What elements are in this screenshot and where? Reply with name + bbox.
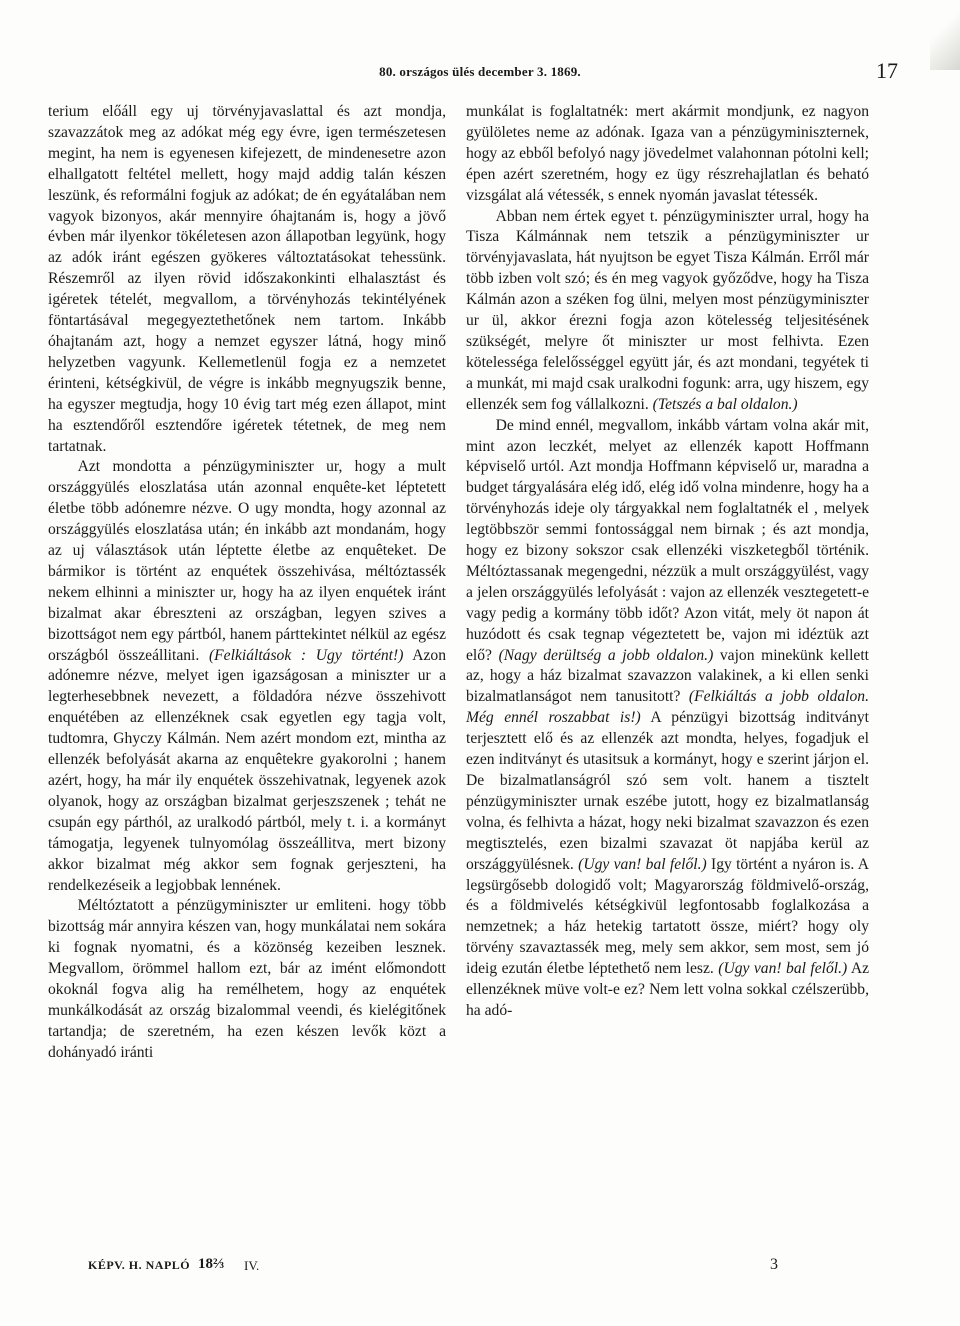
- paragraph-text: vajon minekünk kellett az, hogy a ház bizalmat szavazzon valakinek, a ki ellen senki bizalmatlanságot nem tanusitott?: [466, 646, 869, 706]
- paragraph-text: Az ellenzéknek müve volt-e ez? Nem lett volna sokkal czélszerübb, ha adó-: [466, 960, 870, 1019]
- signature-part: IV.: [244, 1258, 260, 1273]
- signature-number: 18⅔: [198, 1256, 225, 1272]
- page-footer: [0, 1256, 960, 1278]
- paragraph-text: Azt mondotta a pénzügyminiszter ur, hogy a mult országgyülés eloszlatása után azonnal enquête-ket léptetett életbe több adónemre nézve. O ugy mondta, hogy azonnal az országgyülés eloszlatása után; én inkább azt mondanám, hogy az uj választások után léptette életbe az enquêteket. De bármikor is történt az enquétek összehivása, méltóztassék nekem elhinni a miniszter ur, hogy ha az ilyen enquétek iránt bizalmat akar ébreszteni az országban, legyen szives a bizottságot nem egy pártból, hanem párttekintet nélkül az egész országból összeállitani.: [48, 458, 446, 664]
- interjection: (Ugy van! bal felől.): [578, 855, 707, 873]
- paragraph-text: Igy történt a nyáron is. A legsürgősebb dologidő volt; Magyarország földmivelő-ország, és a földmivelés kétségkivül legfontosabb foglalkozása a nemzetnek; a ház hetekig tartatott össze, miért? hogy oly törvény szavaztassék meg, mely sem akkor, sem most, sem jó ideig ezután életbe léptethető nem lesz.: [466, 855, 869, 978]
- paragraph: [466, 207, 869, 416]
- interjection: (Nagy derültség a jobb oldalon.): [498, 646, 714, 664]
- left-column: [48, 102, 446, 1064]
- paragraph-text: Azon adónemre nézve, melyet igen igazságosan a miniszter ur a legterhesebbnek nevezett, a földadóra nézve összehivott enquétében az ellenzéknek csak egyetlen egy tagja volt, tudtomra, Ghyczy Kálmán. Nem azért mondom ezt, mintha az ellenzék befolyását akarna az enquêtekre gyakorolni ; hanem azért, hogy, ha már ily enquétek összehivatnak, legyenek azok olyanok, hogy az országban bizalmat gerjeszszenek ; tehát ne csupán egy párthól, az uralkodó pártból, mely t. i. a kormányt támogatja, legyenek tulnyomólag összeállitva, mert bizony akkor bizalmat még akkor sem fognak gerjeszteni, ha rendelkezéseik a legjobbak lennének.: [48, 646, 447, 894]
- paragraph: Méltóztatott a pénzügyminiszter ur emliteni. hogy több bizottság már annyira készen van, hogy munkálatai nem sokára ki fognak nyomatni, és a közönség kezeiben lesznek. Megvallom, örömmel hallom ezt, bár az imént előmondott okoknál fogva alig ha remélhetem, hogy az enquétek munkálkodását az ország bizalommal veendi, és kielégitőnek tartandja; de szeretném, ha ezen készen levők közt a dohányadó iránti: [48, 897, 446, 1061]
- interjection: (Tetszés a bal oldalon.): [652, 395, 798, 413]
- interjection: (Felkiáltás a jobb oldalon. Még ennél roszabbat is!): [466, 688, 869, 727]
- paragraph: [466, 416, 869, 1022]
- interjection: (Felkiáltások : Ugy történt!): [208, 646, 404, 664]
- interjection: (Ugy van! bal felől.): [718, 960, 848, 978]
- paragraph-text: A pénzügyi bizottság inditványt terjesztett elő és az ellenzék azt mondta, helyes, fogadjuk el ezen inditványt és utasitsuk a kormányt, hogy e szerint járjon el. De bizalmatlanságról szó sem volt. hanem a tisztelt pénzügyminiszter urnak eszébe jutott, hogy ez bizalmatlanság volna, és felhivta a házat, hogy neki bizalmat szavazzon és ezen megtisztelés, ezen bizalmi szavazat öt napjába kerül az országgyülésnek.: [466, 709, 870, 873]
- paragraph-text: De mind ennél, megvallom, inkább vártam volna akár mit, mint azon leczkét, melyet az ellenzék kapott Hoffmann képviselő urtól. Azt mondja Hoffmann képviselő ur, maradna a budget tárgyalására elég idő, elég idő volna mindenre, hogy ha a törvényhozás ideje oly tárgyakkal nem foglaltatnék el , melyek legtöbbször semmi fontossággal nem birnak ; és azt mondja, hogy ez bizony sokszor csak ellenzéki viszketegből történik. Méltóztassanak megengedni, nézzük a mult országgyülést, vagy a jelen országgyülés lefolyását : vajon az ellenzék vesztegetett-e vagy pedig a kormány több időt? Azon vitát, mely öt napon át huzódott és csak tegnap végeztetett be, vajon mi idéztük azt elő?: [466, 416, 869, 664]
- page-header: [0, 58, 960, 88]
- paragraph: terium előáll egy uj törvényjavaslattal és azt mondja, szavazzátok meg az adókat még egy évre, igen természetesen megint, ha nem is egyenesen kifejezett, de mindenesetre azon elhallgatott feltétel mellett, hogy majd addig talán készen leszünk, és reformálni fogjuk az adókat; de én egyátalában nem vagyok bizonyos, akár mennyire óhajtanám is, hogy a jövő évben már ilyenkor tökéletesen azon állapotban legyünk, hogy az adók iránt egészen gyökeres változtatásokat tehessünk. Részemről az ilyen rövid időszakonkinti elhalasztást és igéretek tételét, megvallom, a törvényhozás tekintélyének föntartásával megegyeztethetőnek nem tartom. Inkább óhajtanám azt, hogy a nemzet egyszer látná, hogy minő helyzetben vagyunk. Kellemetlenül fogja ez a nemzetet érinteni, kétségkivül, de végre is inkább megnyugszik benne, ha egyszer megtudja, hogy 10 évig tart még ezen állapot, mint ha esztendőről esztendőre igéretek tétetnek, de meg nem tartatnak.: [48, 103, 446, 455]
- paragraph-text: Abban nem értek egyet t. pénzügyminiszter urral, hogy ha Tisza Kálmánnak nem tetszik a pénzügyminiszter ur törvényjavaslata, hát nyujtson be egyet Tisza Kálmán. Erről már több izben volt szó; és én meg vagyok győződve, hogy ha Tisza Kálmán azon a széken fog ülni, melyen most pénzügyminiszter ur ül, akkor érezni fogja azon kötelesség teljesitésének szükségét, melyre őt miniszter ur most felhivta. Ezen kötelességa felelősséggel együtt jár, és azt mondani, tegyétek ti a munkát, mi majd csak uralkodni fogunk: arra, ugy hiszem, egy ellenzék sem fog vállalkozni.: [466, 207, 869, 413]
- right-column: [466, 102, 869, 1022]
- paragraph: [48, 457, 446, 896]
- signature-mark: KÉPV. H. NAPLÓ: [88, 1258, 191, 1272]
- sheet-number: 3: [770, 1256, 778, 1273]
- session-title: 80. országos ülés december 3. 1869.: [379, 64, 581, 79]
- page-number: 17: [876, 58, 898, 83]
- paragraph: munkálat is foglaltatnék: mert akármit mondjunk, ez nagyon gyülöletes neme az adónak. Igaza van a pénzügyminiszternek, hogy az ebből befolyó nagy jövedelmet valahonnan pótolni kell; épen azért szeretném, hogy ez ügy részrehajlatlan és beható vizsgálat alá vétessék, s ennek nyomán javaslat tétessék.: [466, 103, 869, 204]
